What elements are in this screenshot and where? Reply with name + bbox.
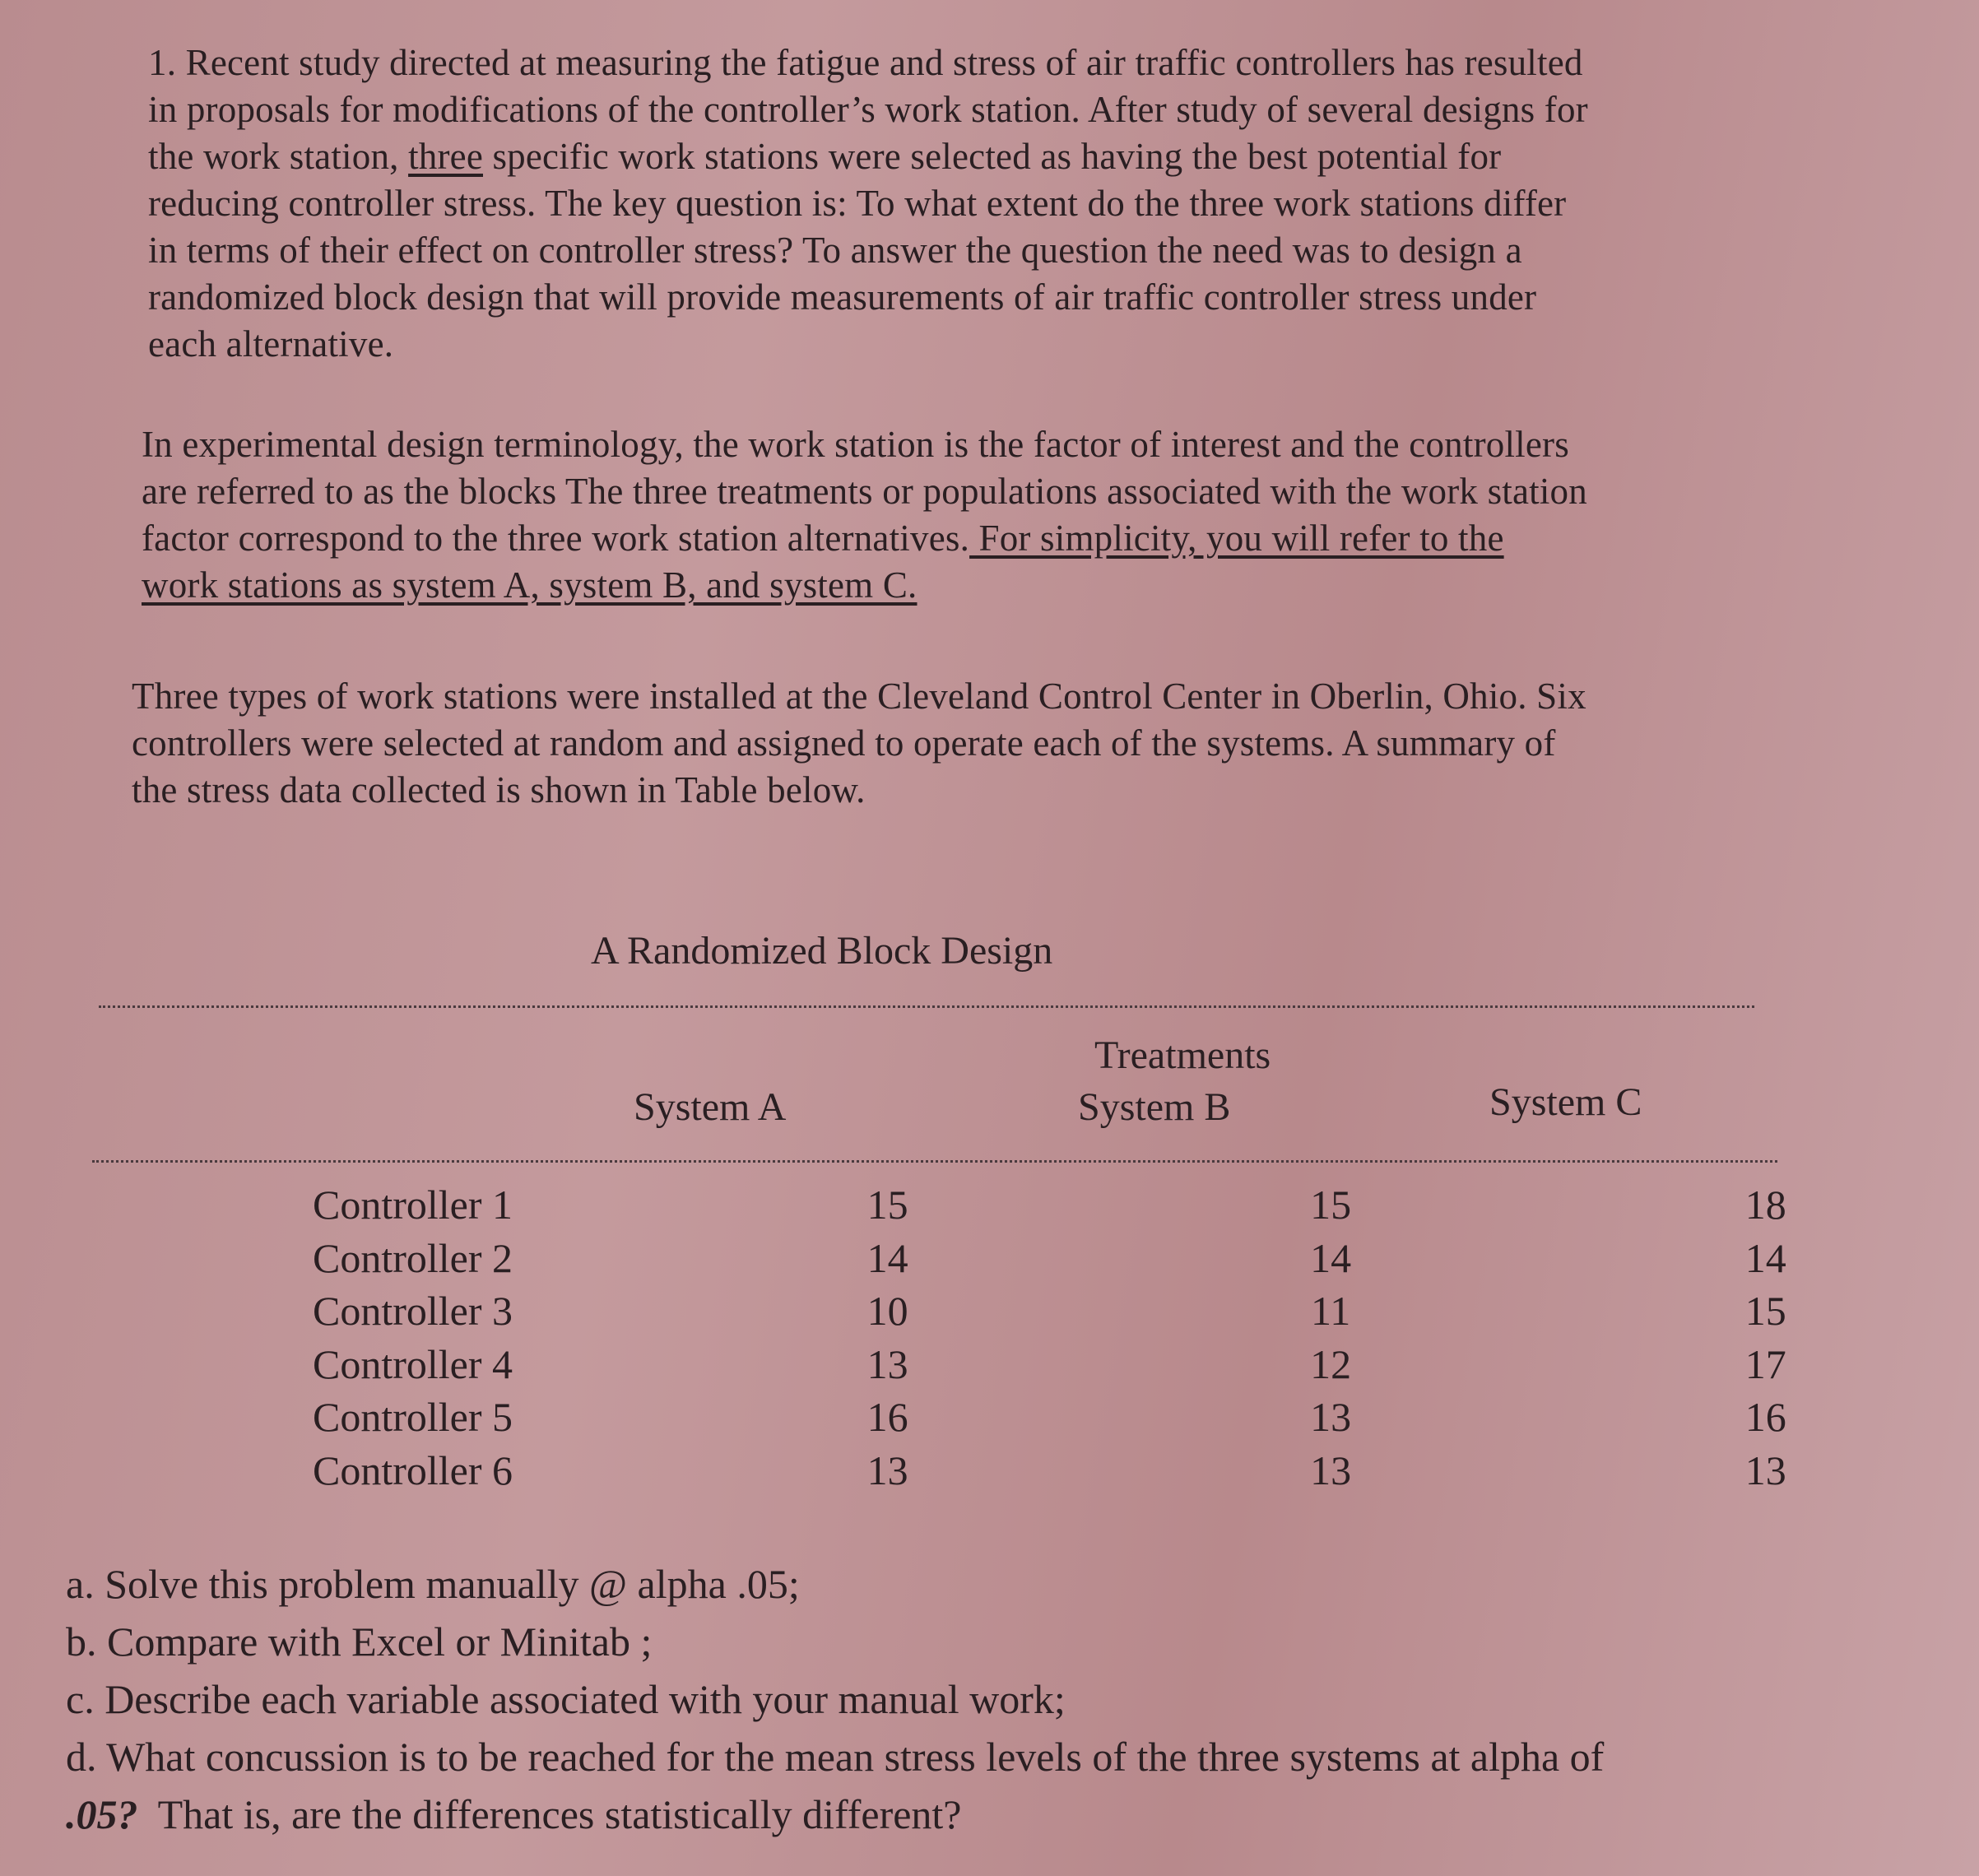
table-cell: 16 bbox=[866, 1394, 908, 1441]
table-cell: 13 bbox=[1310, 1394, 1352, 1441]
problem-paragraph-3 bbox=[132, 673, 1586, 814]
table-cell: 14 bbox=[1310, 1234, 1352, 1281]
table-cell: 16 bbox=[1744, 1394, 1786, 1441]
table-cell: 13 bbox=[866, 1446, 908, 1493]
row-label: Controller 1 bbox=[313, 1182, 513, 1228]
column-header-system-b: System B bbox=[1078, 1085, 1231, 1129]
table-row bbox=[313, 1178, 1979, 1232]
table-cell: 12 bbox=[1310, 1340, 1352, 1387]
text-line: in proposals for modifications of the controller’s work station. After study of several designs for bbox=[148, 89, 1588, 130]
text-line: reducing controller stress. The key question is: To what extent do the three work stations differ bbox=[148, 183, 1567, 224]
row-label: Controller 2 bbox=[313, 1234, 513, 1281]
text-span: factor correspond to the three work station alternatives. bbox=[142, 518, 970, 559]
text-line bbox=[148, 133, 1588, 180]
alpha-emphasis: .05? bbox=[66, 1791, 138, 1837]
table-cell: 15 bbox=[866, 1182, 908, 1228]
row-label: Controller 4 bbox=[313, 1340, 513, 1387]
text-line bbox=[142, 515, 1587, 562]
column-header-system-a: System A bbox=[634, 1085, 787, 1129]
column-header-system-c: System C bbox=[1489, 1080, 1642, 1124]
stress-data-table bbox=[313, 1178, 1979, 1497]
table-title: A Randomized Block Design bbox=[591, 929, 1053, 973]
text-line: in terms of their effect on controller stress? To answer the question the need was to design a bbox=[148, 230, 1522, 271]
text-span: specific work stations were selected as having the best potential for bbox=[483, 136, 1502, 177]
text-span: That is, are the differences statistically different? bbox=[137, 1791, 962, 1837]
table-cell: 17 bbox=[1744, 1340, 1786, 1387]
text-line: each alternative. bbox=[148, 323, 394, 365]
underlined-phrase: work stations as system A, system B, and system C. bbox=[142, 564, 917, 606]
table-top-rule bbox=[99, 1005, 1754, 1008]
table-cell: 14 bbox=[1744, 1234, 1786, 1281]
text-line: controllers were selected at random and assigned to operate each of the systems. A summary of bbox=[132, 722, 1556, 764]
table-row bbox=[313, 1232, 1979, 1285]
questions-list bbox=[66, 1555, 1604, 1843]
text-line: Three types of work stations were installed at the Cleveland Control Center in Oberlin, Ohio. Six bbox=[132, 676, 1586, 717]
table-cell: 10 bbox=[866, 1288, 908, 1335]
text-line: are referred to as the blocks The three treatments or populations associated with the work station bbox=[142, 471, 1587, 512]
table-row bbox=[313, 1444, 1979, 1498]
table-cell: 14 bbox=[866, 1234, 908, 1281]
underlined-word: three bbox=[408, 136, 483, 177]
question-d-continued bbox=[66, 1785, 1604, 1843]
table-cell: 11 bbox=[1311, 1288, 1351, 1335]
question-a: a. Solve this problem manually @ alpha .05; bbox=[66, 1561, 800, 1607]
table-cell: 13 bbox=[866, 1340, 908, 1387]
table-cell: 15 bbox=[1744, 1288, 1786, 1335]
question-d: d. What concussion is to be reached for the mean stress levels of the three systems at alpha of bbox=[66, 1734, 1605, 1780]
table-cell: 13 bbox=[1744, 1446, 1786, 1493]
table-row bbox=[313, 1284, 1979, 1338]
table-cell: 18 bbox=[1744, 1182, 1786, 1228]
row-label: Controller 6 bbox=[313, 1446, 513, 1493]
text-line: the stress data collected is shown in Table below. bbox=[132, 769, 866, 810]
question-b: b. Compare with Excel or Minitab ; bbox=[66, 1618, 653, 1665]
question-c: c. Describe each variable associated with your manual work; bbox=[66, 1676, 1066, 1722]
table-cell: 13 bbox=[1310, 1446, 1352, 1493]
table-cell: 15 bbox=[1310, 1182, 1352, 1228]
text-line: randomized block design that will provide measurements of air traffic controller stress under bbox=[148, 276, 1537, 318]
row-label: Controller 3 bbox=[313, 1288, 513, 1335]
text-line: In experimental design terminology, the work station is the factor of interest and the controllers bbox=[142, 424, 1569, 465]
text-line: 1. Recent study directed at measuring the fatigue and stress of air traffic controllers has resulted bbox=[148, 42, 1583, 83]
row-label: Controller 5 bbox=[313, 1394, 513, 1441]
underlined-phrase: For simplicity, you will refer to the bbox=[969, 518, 1504, 559]
text-line bbox=[142, 562, 1587, 609]
treatments-header: Treatments bbox=[1094, 1033, 1271, 1077]
problem-paragraph-1 bbox=[148, 39, 1588, 368]
table-row bbox=[313, 1391, 1979, 1444]
table-header-rule bbox=[92, 1160, 1777, 1163]
table-row bbox=[313, 1338, 1979, 1391]
problem-paragraph-2 bbox=[142, 421, 1587, 609]
text-span: the work station, bbox=[148, 136, 409, 177]
